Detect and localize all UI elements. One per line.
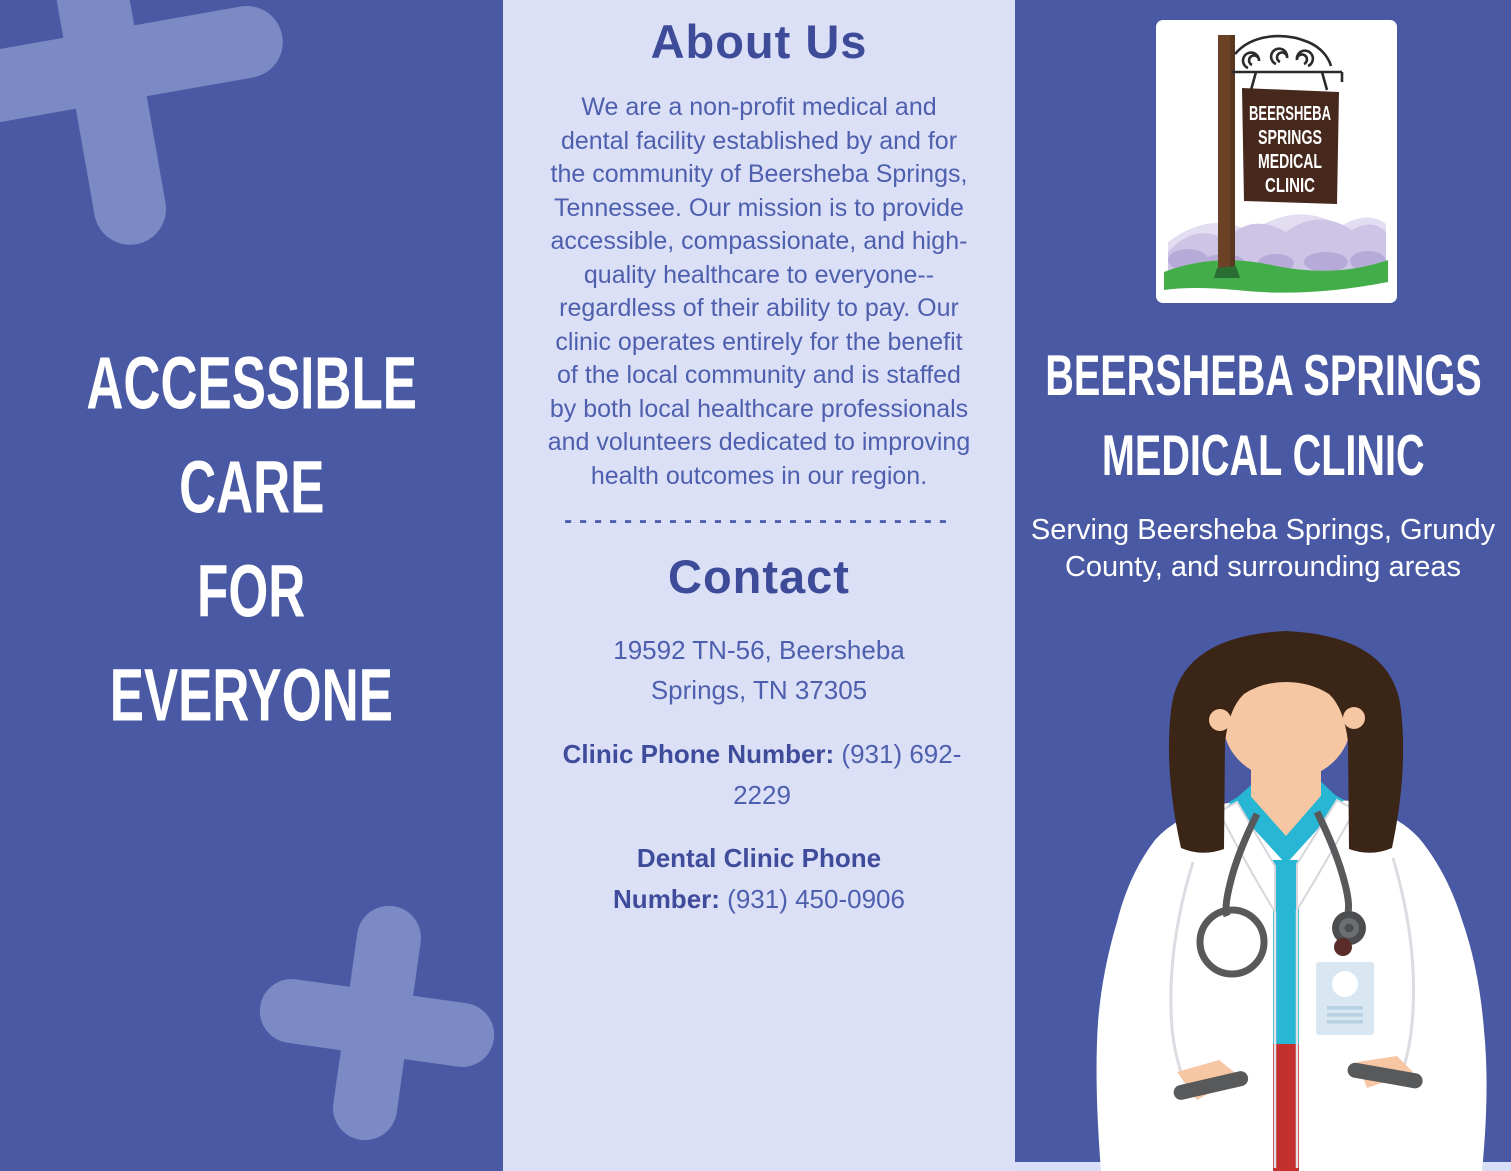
- clinic-title-line-1: BEERSHEBA SPRINGS: [1044, 344, 1482, 409]
- subtitle-line-1: Serving Beersheba Springs, Grundy: [1030, 514, 1496, 546]
- headline-line-3: FOR: [197, 550, 306, 634]
- clinic-subtitle: [1015, 512, 1511, 586]
- scrub-strip: [1273, 860, 1299, 1044]
- middle-panel: [503, 0, 1015, 1171]
- right-ear: [1343, 707, 1365, 729]
- plus-icon-bottom-left: [230, 876, 503, 1170]
- left-ear: [1209, 709, 1231, 731]
- clinic-title-line-2: MEDICAL CLINIC: [1101, 424, 1425, 489]
- address-line-1: 19592 TN-56, Beersheba: [613, 635, 905, 665]
- dental-phone-number: (931) 450-0906: [719, 884, 905, 914]
- doctor-illustration: [1061, 610, 1511, 1171]
- left-headline: [0, 332, 503, 748]
- about-us-heading: About Us: [650, 15, 868, 68]
- subtitle-line-2: County, and surrounding areas: [1064, 551, 1462, 583]
- iron-scroll-bracket: [1232, 36, 1342, 90]
- about-us-body: We are a non-profit medical and dental facility established by and for the community of Beersheba Springs, Tennessee. Our mission is to provide accessible, compassionate, and high-quality healthcare to everyone--regardless of their ability to pay. Our clinic operates entirely for the benefit of the local community and is staffed by both local healthcare professionals and volunteers dedicated to improving health outcomes in our region.: [547, 93, 971, 490]
- dashed-divider: --------------------------: [564, 507, 954, 534]
- right-panel: [1015, 0, 1511, 1171]
- address-line-2: Springs, TN 37305: [650, 675, 868, 705]
- id-badge: [1316, 962, 1374, 1035]
- clinic-address: [547, 630, 971, 710]
- sign-line-4: CLINIC: [1265, 175, 1315, 197]
- skirt-strip: [1273, 1044, 1299, 1171]
- sign-line-2: SPRINGS: [1258, 127, 1322, 149]
- clinic-title: [1015, 337, 1511, 497]
- sign-line-3: MEDICAL: [1258, 151, 1322, 173]
- plus-icon-top-left: [0, 0, 314, 276]
- left-panel: [0, 0, 503, 1171]
- clinic-sign-logo: [1156, 20, 1397, 303]
- headline-line-2: CARE: [178, 446, 325, 530]
- clinic-phone-label: Clinic Phone Number:: [562, 739, 835, 769]
- dental-phone-label: Dental Clinic Phone Number:: [613, 843, 882, 914]
- coat-button: [1334, 938, 1352, 956]
- dental-clinic-phone: [584, 838, 934, 920]
- contact-heading: Contact: [668, 550, 850, 603]
- clinic-phone: [547, 734, 977, 816]
- clinic-sign-illustration: [1156, 20, 1397, 303]
- headline-line-4: EVERYONE: [109, 654, 394, 738]
- headline-line-1: ACCESSIBLE: [86, 342, 417, 426]
- sign-line-1: BEERSHEBA: [1249, 103, 1331, 125]
- clinic-phone-number: (931) 692-2229: [733, 739, 962, 810]
